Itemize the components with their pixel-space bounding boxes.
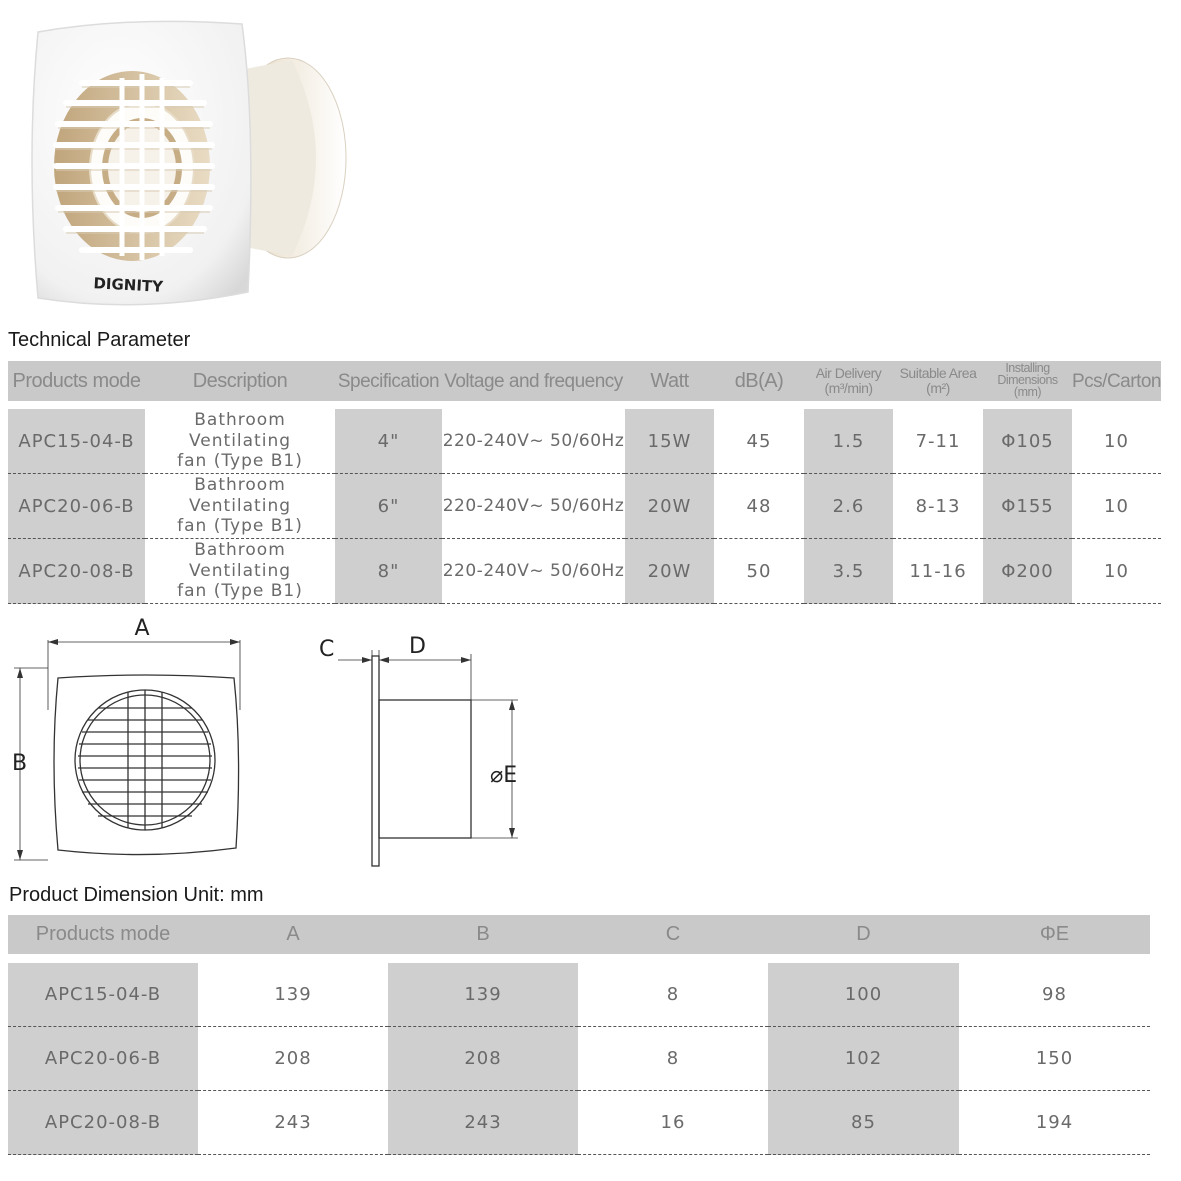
cell-a: 139 — [198, 959, 388, 1027]
label-b: B — [12, 751, 28, 776]
cell-air-delivery: 2.6 — [804, 474, 893, 539]
cell-watt: 20W — [625, 539, 714, 604]
cell-model: APC15-04-B — [8, 405, 145, 474]
technical-parameter-title: Technical Parameter — [8, 329, 191, 351]
cell-b: 139 — [388, 959, 578, 1027]
cell-description-line1: Bathroom Ventilating — [188, 410, 292, 451]
cell-voltage: 220-240V~ 50/60Hz — [442, 405, 625, 474]
table-row — [8, 1091, 1150, 1155]
header-c: C — [578, 915, 768, 959]
cell-installing-dimensions: Φ155 — [983, 474, 1072, 539]
cell-description — [145, 405, 335, 474]
cell-watt: 15W — [625, 405, 714, 474]
cell-voltage: 220-240V~ 50/60Hz — [442, 474, 625, 539]
cell-specification: 4" — [335, 405, 442, 474]
header-area-line1: Suitable Area — [899, 365, 977, 382]
header-area-line2: (m²) — [926, 380, 950, 396]
header-a: A — [198, 915, 388, 959]
product-photo — [10, 8, 350, 318]
header-description: Description — [145, 361, 335, 405]
header-installing-dimensions — [983, 361, 1072, 405]
header-products-mode: Products mode — [8, 915, 198, 959]
cell-watt: 20W — [625, 474, 714, 539]
cell-b: 208 — [388, 1027, 578, 1091]
label-e: ⌀E — [490, 763, 518, 788]
cell-description — [145, 539, 335, 604]
table-row — [8, 539, 1161, 604]
dimension-diagram — [0, 610, 560, 880]
cell-specification: 6" — [335, 474, 442, 539]
cell-description-line2: fan (Type B1) — [177, 451, 303, 472]
cell-d: 102 — [768, 1027, 959, 1091]
header-voltage: Voltage and frequency — [442, 361, 625, 405]
cell-air-delivery: 3.5 — [804, 539, 893, 604]
table-header-row — [8, 361, 1161, 405]
header-specification: Specification — [335, 361, 442, 405]
cell-b: 243 — [388, 1091, 578, 1155]
cell-db: 48 — [714, 474, 804, 539]
cell-a: 243 — [198, 1091, 388, 1155]
cell-description-line2: fan (Type B1) — [177, 516, 303, 537]
cell-description-line2: fan (Type B1) — [177, 581, 303, 602]
cell-e: 98 — [959, 959, 1150, 1027]
header-air-line1: Air Delivery — [815, 365, 882, 382]
header-install-line1: Installing — [1005, 361, 1050, 376]
cell-description-line1: Bathroom Ventilating — [188, 540, 292, 581]
label-d: D — [409, 634, 426, 659]
label-a: A — [134, 616, 150, 641]
cell-c: 16 — [578, 1091, 768, 1155]
header-install-line3: (mm) — [1013, 384, 1042, 399]
cell-d: 85 — [768, 1091, 959, 1155]
cell-pcs-carton: 10 — [1072, 405, 1161, 474]
cell-suitable-area: 11-16 — [893, 539, 983, 604]
cell-model: APC20-06-B — [8, 1027, 198, 1091]
header-air-line2: (m³/min) — [824, 380, 873, 396]
cell-model: APC20-06-B — [8, 474, 145, 539]
cell-installing-dimensions: Φ105 — [983, 405, 1072, 474]
cell-suitable-area: 7-11 — [893, 405, 983, 474]
front-view-plate — [54, 675, 239, 855]
technical-parameter-table — [8, 361, 1161, 604]
header-products-mode: Products mode — [8, 361, 145, 405]
cell-installing-dimensions: Φ200 — [983, 539, 1072, 604]
front-view-grille-bars — [78, 690, 212, 830]
table-header-row — [8, 915, 1150, 959]
cell-description — [145, 474, 335, 539]
header-db: dB(A) — [714, 361, 804, 405]
cell-model: APC20-08-B — [8, 539, 145, 604]
cell-suitable-area: 8-13 — [893, 474, 983, 539]
side-view-body — [379, 700, 471, 838]
cell-a: 208 — [198, 1027, 388, 1091]
header-air-delivery — [804, 361, 893, 405]
header-suitable-area — [893, 361, 983, 405]
cell-pcs-carton: 10 — [1072, 539, 1161, 604]
cell-db: 45 — [714, 405, 804, 474]
header-e: ΦE — [959, 915, 1150, 959]
table-row — [8, 1027, 1150, 1091]
cell-model: APC15-04-B — [8, 959, 198, 1027]
side-view-plate — [372, 656, 379, 866]
header-install-line2: Dimensions — [997, 373, 1058, 388]
cell-description-line1: Bathroom Ventilating — [188, 475, 292, 516]
header-d: D — [768, 915, 959, 959]
header-pcs-carton: Pcs/Carton — [1072, 361, 1161, 405]
header-watt: Watt — [625, 361, 714, 405]
cell-model: APC20-08-B — [8, 1091, 198, 1155]
header-b: B — [388, 915, 578, 959]
cell-c: 8 — [578, 1027, 768, 1091]
cell-specification: 8" — [335, 539, 442, 604]
product-dimension-title: Product Dimension Unit: mm — [9, 884, 264, 906]
label-c: C — [319, 637, 335, 662]
cell-e: 194 — [959, 1091, 1150, 1155]
table-row — [8, 405, 1161, 474]
table-row — [8, 474, 1161, 539]
table-row — [8, 959, 1150, 1027]
cell-d: 100 — [768, 959, 959, 1027]
cell-voltage: 220-240V~ 50/60Hz — [442, 539, 625, 604]
cell-air-delivery: 1.5 — [804, 405, 893, 474]
cell-pcs-carton: 10 — [1072, 474, 1161, 539]
cell-e: 150 — [959, 1027, 1150, 1091]
product-dimension-table — [8, 915, 1150, 1155]
brand-logo: DIGNITY — [93, 274, 164, 296]
cell-c: 8 — [578, 959, 768, 1027]
cell-db: 50 — [714, 539, 804, 604]
